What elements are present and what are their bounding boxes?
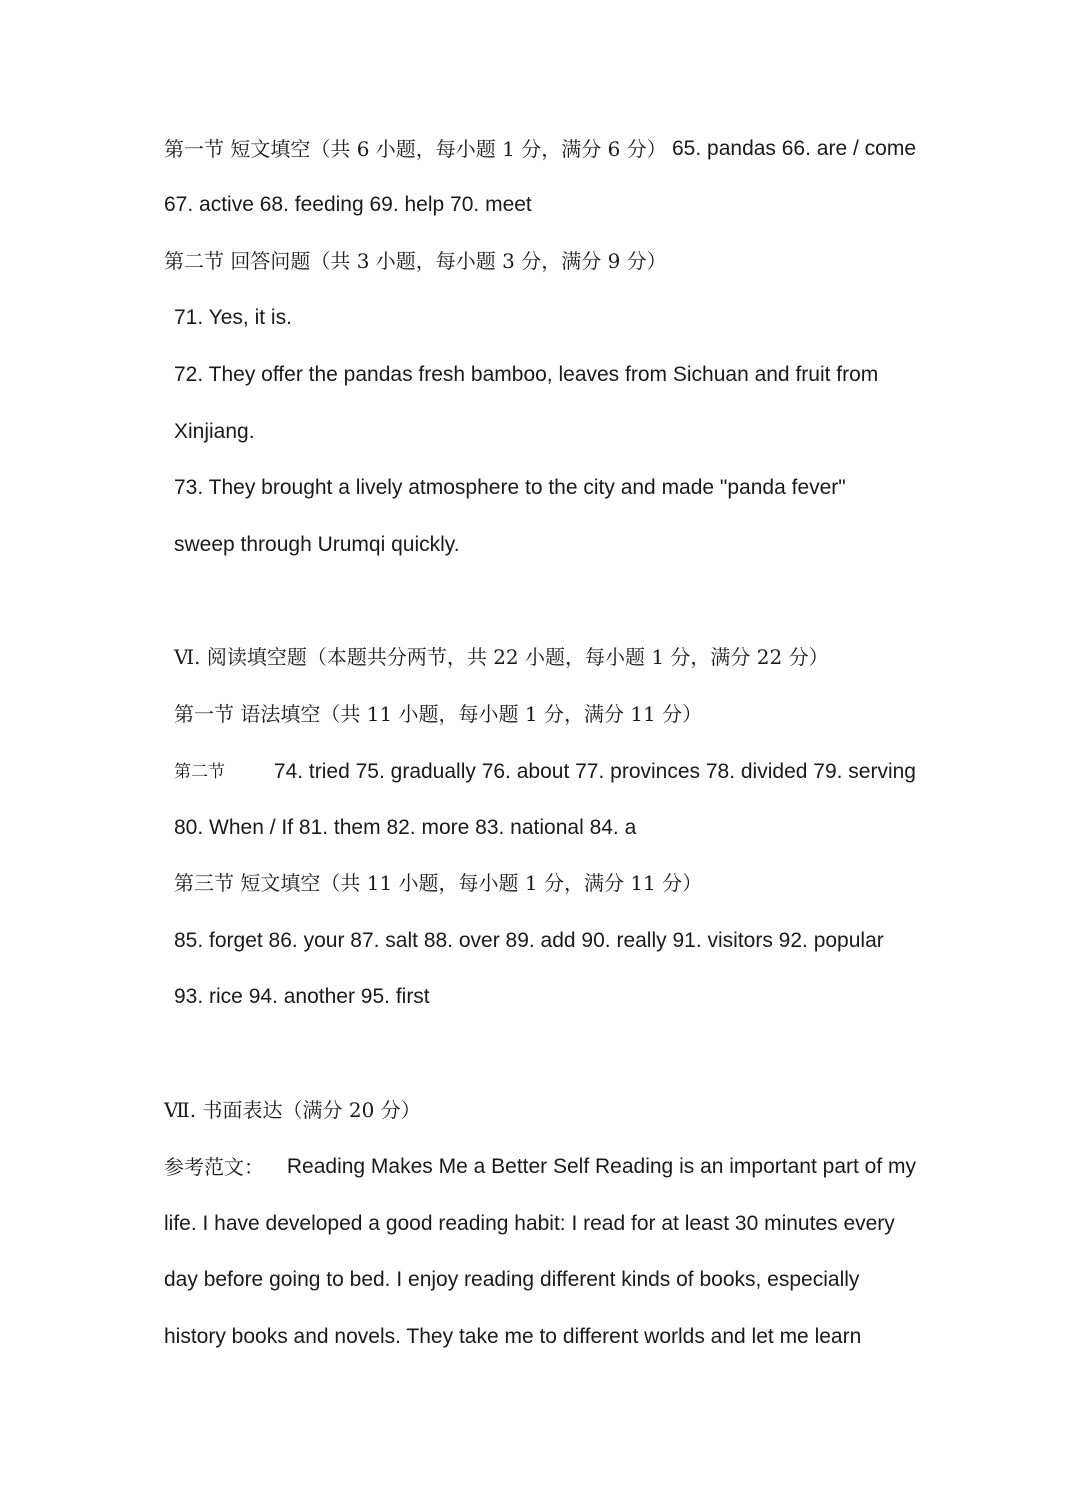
part-vi-heading: Ⅵ. 阅读填空题（本题共分两节，共 22 小题，每小题 1 分，满分 22 分）	[174, 645, 829, 669]
essay-line-1	[164, 1153, 916, 1181]
essay-text-1: Reading Makes Me a Better Self Reading is an important part of my	[286, 1155, 916, 1178]
part-vi-section-3-heading: 第三节 短文填空（共 11 小题，每小题 1 分，满分 11 分）	[174, 871, 703, 895]
part-vi-section-2-line	[174, 758, 916, 786]
essay-line-2: life. I have developed a good reading habit: I read for at least 30 minutes every	[164, 1212, 895, 1235]
part-vi-section-2-answers-a: 74. tried 75. gradually 76. about 77. provinces 78. divided 79. serving	[273, 760, 916, 783]
answer-72-line-1: 72. They offer the pandas fresh bamboo, leaves from Sichuan and fruit from	[174, 363, 879, 386]
answer-73-line-2: sweep through Urumqi quickly.	[174, 533, 460, 556]
part-vi-section-3-answers-a: 85. forget 86. your 87. salt 88. over 89. add 90. really 91. visitors 92. popular	[174, 929, 884, 952]
answer-71: 71. Yes, it is.	[174, 306, 292, 329]
section-1-answers-a: 65. pandas 66. are / come	[672, 137, 916, 160]
part-vi-section-1-heading: 第一节 语法填空（共 11 小题，每小题 1 分，满分 11 分）	[174, 702, 703, 726]
section-2-heading: 第二节 回答问题（共 3 小题，每小题 3 分，满分 9 分）	[164, 249, 667, 273]
answer-72-line-2: Xinjiang.	[174, 420, 255, 443]
essay-line-4: history books and novels. They take me to different worlds and let me learn	[164, 1325, 862, 1348]
essay-line-3: day before going to bed. I enjoy reading different kinds of books, especially	[164, 1268, 860, 1291]
sample-essay-label: 参考范文：	[164, 1155, 264, 1179]
section-1-answers-b: 67. active 68. feeding 69. help 70. meet	[164, 193, 532, 216]
section-1-heading: 第一节 短文填空（共 6 小题，每小题 1 分，满分 6 分）	[164, 137, 667, 161]
part-vi-section-3-answers-b: 93. rice 94. another 95. first	[174, 985, 430, 1008]
answer-73-line-1: 73. They brought a lively atmosphere to the city and made "panda fever"	[174, 476, 846, 499]
section-1-line	[164, 135, 916, 163]
part-vi-section-2-label: 第二节	[174, 762, 225, 782]
part-vii-heading: Ⅶ. 书面表达（满分 20 分）	[164, 1098, 421, 1122]
part-vi-section-2-answers-b: 80. When / If 81. them 82. more 83. national 84. a	[174, 816, 637, 839]
